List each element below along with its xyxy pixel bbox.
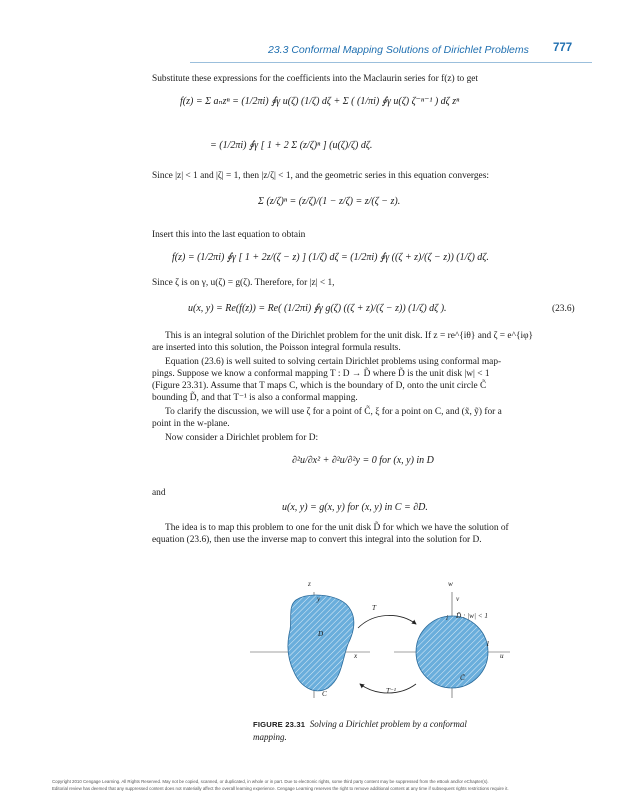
label-T-inverse: T⁻¹ [386,687,396,695]
label-C-tilde: C̃ [460,674,465,682]
unit-disk [416,616,488,688]
figure-diagram [250,582,510,700]
paragraph-since-geometric: Since |z| < 1 and |ζ| = 1, then |z/ζ| < 1, and the geometric series in this equation converges: [152,171,489,181]
paragraph-substitute: Substitute these expressions for the coefficients into the Maclaurin series for f(z) to get [152,74,479,84]
paragraph-integral-solution-l2: are inserted into this solution, the Poisson integral formula results. [152,343,401,353]
paragraph-insert: Insert this into the last equation to obtain [152,230,306,240]
equation-laplace: ∂²u/∂x² + ∂²u/∂²y = 0 for (x, y) in D [292,455,434,466]
header-rule [190,62,592,63]
copyright-line-2: Editorial review has deemed that any suppressed content does not materially affect the overall learning experience. Cengage Learning reserves the right to remove additional content at any time if subsequent rights restrictions require it. [52,786,509,791]
page-number: 777 [553,42,573,54]
equation-number-23-6: (23.6) [552,304,575,314]
label-x: x [354,652,358,660]
figure-23-31 [250,582,510,700]
label-u: u [500,652,504,660]
label-z: z [308,580,311,588]
paragraph-idea-l2: equation (23.6), then use the inverse map to convert this integral into the solution for D. [152,535,482,545]
equation-boundary: u(x, y) = g(x, y) for (x, y) in C = ∂D. [282,502,428,513]
paragraph-conformal-l4: bounding D̃, and that T⁻¹ is also a conformal mapping. [152,393,358,403]
equation-geometric-series: Σ (z/ζ)ⁿ = (z/ζ)/(1 − z/ζ) = z/(ζ − z). [258,196,401,207]
region-D [288,595,354,691]
paragraph-clarify-l2: point in the w-plane. [152,419,230,429]
paragraph-dirichlet-problem: Now consider a Dirichlet problem for D: [165,433,319,443]
equation-maclaurin-line1: f(z) = Σ aₙzⁿ = (1/2πi) ∮γ u(ζ) (1/ζ) dζ + Σ ( (1/πi) ∮γ u(ζ) ζ⁻ⁿ⁻¹ ) dζ zⁿ [180,96,460,107]
caption-text: Solving a Dirichlet problem by a conformal mapping. [253,719,467,742]
paragraph-conformal-l1: Equation (23.6) is well suited to solving certain Dirichlet problems using conformal map- [165,357,502,367]
equation-23-6: u(x, y) = Re(f(z)) = Re( (1/2πi) ∮γ g(ζ) ((ζ + z)/(ζ − z)) (1/ζ) dζ ). [188,303,447,314]
equation-f-integral: f(z) = (1/2πi) ∮γ [ 1 + 2z/(ζ − z) ] (1/ζ) dζ = (1/2πi) ∮γ ((ζ + z)/(ζ − z)) (1/ζ) dζ. [172,252,489,263]
label-y: y [317,595,321,603]
paragraph-since-zeta: Since ζ is on γ, u(ζ) = g(ζ). Therefore, for |z| < 1, [152,278,335,288]
label-D: D [318,630,324,638]
figure-caption [253,718,483,743]
paragraph-conformal-l2: pings. Suppose we know a conformal mapping T : D → D̃ where D̃ is the unit disk |w| < 1 [152,369,490,379]
word-and: and [152,488,166,498]
copyright-line-1: Copyright 2010 Cengage Learning. All Rights Reserved. May not be copied, scanned, or duplicated, in whole or in part. Due to electronic rights, some third party content may be suppressed from the eBook and/or eChapter(s). [52,779,489,784]
paragraph-integral-solution-l1: This is an integral solution of the Dirichlet problem for the unit disk. If z = re^{iθ} and ζ = e^{iφ} [165,331,534,341]
label-unit-disk: D̃ : |w| < 1 [456,612,488,620]
arrow-T [358,615,416,628]
label-v: v [456,595,460,603]
caption-label: FIGURE 23.31 [253,720,306,729]
label-w: w [448,580,453,588]
section-title: 23.3 Conformal Mapping Solutions of Dirichlet Problems [268,44,529,56]
label-C: C [322,690,327,698]
equation-maclaurin-line2: = (1/2πi) ∮γ [ 1 + 2 Σ (z/ζ)ⁿ ] (u(ζ)/ζ) dζ. [210,140,373,151]
paragraph-idea-l1: The idea is to map this problem to one for the unit disk D̃ for which we have the solution of [165,523,509,533]
label-T: T [372,604,376,612]
label-i: i [446,614,448,622]
running-header [0,38,622,64]
paragraph-conformal-l3: (Figure 23.31). Assume that T maps C, which is the boundary of D, onto the unit circle C̃ [152,381,487,391]
label-one: 1 [486,640,490,648]
paragraph-clarify-l1: To clarify the discussion, we will use ζ for a point of C̃, ξ for a point on C, and (x̃, ỹ) for a [165,407,502,417]
